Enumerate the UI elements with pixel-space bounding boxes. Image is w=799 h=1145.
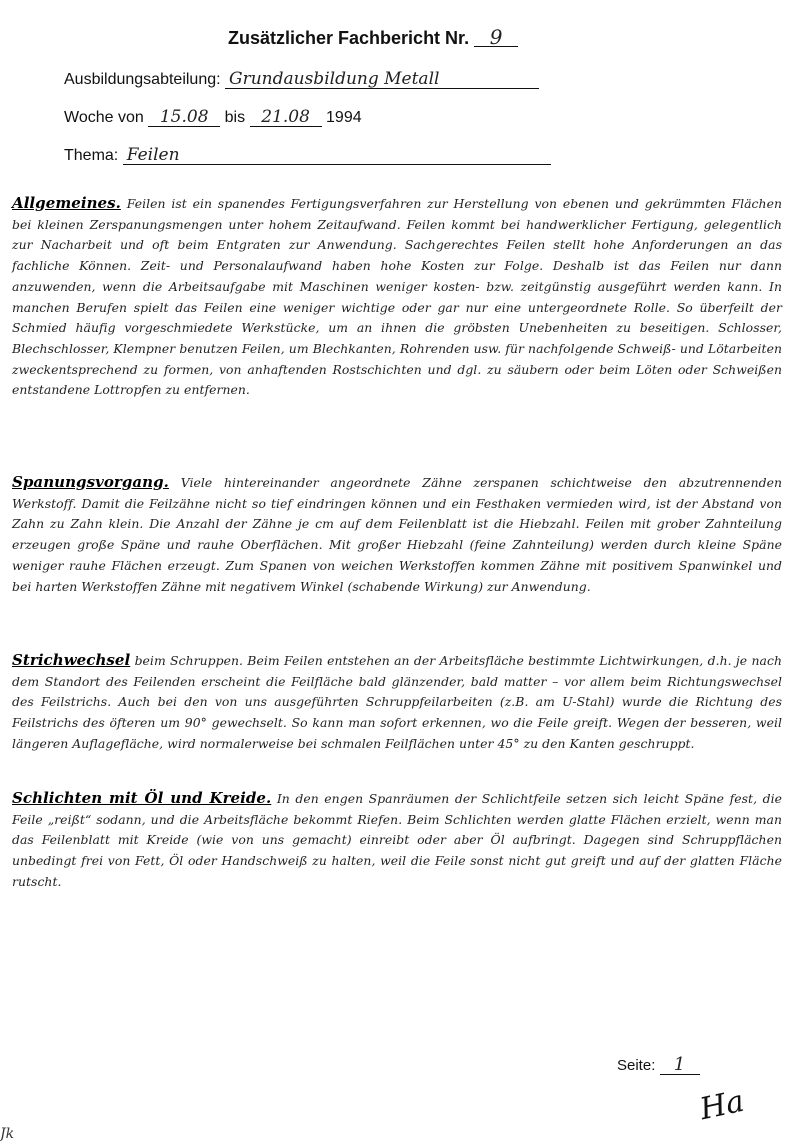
section-heading: Strichwechsel <box>12 651 131 669</box>
section-allgemeines <box>12 193 782 401</box>
section-text: Feilen ist ein spanendes Fertigungsverfahren zur Herstellung von ebenen und gekrümmten Flächen bei kleinen Zerspanungsmengen unter hohem Zeitaufwand. Feilen kommt bei handwerklicher Fertigung, gelegentlich zur Nacharbeit und oft beim Entgraten zur Anwendung. Sachgerechtes Feilen stellt hohe Anforderungen an das fachliche Können. Zeit- und Personalaufwand haben hohe Kosten zur Folge. Deshalb ist das Feilen nur dann anzuwenden, wenn die Arbeitsaufgabe mit Maschinen weniger kosten- bzw. zeitgünstig ausgeführt werden kann. In manchen Berufen spielt das Feilen eine weniger wichtige oder gar nur eine untergeordnete Rolle. So überfeilt der Schmied häufig vorgeschmiedete Werkstücke, um an ihnen die gröbsten Unebenheiten zu beseitigen. Schlosser, Blechschlosser, Klempner benutzen Feilen, um Blechkanten, Rohrenden usw. für nachfolgende Schweiß- und Lötarbeiten zweckentsprechend zu formen, von anhaftenden Rostschichten und dgl. zu säubern oder beim Löten oder Schweißen entstandene Lottropfen zu entfernen. <box>12 196 782 398</box>
page-number: 1 <box>660 1056 700 1075</box>
page-label: Seite: <box>617 1057 656 1074</box>
report-title-label: Zusätzlicher Fachbericht Nr. <box>228 28 470 48</box>
section-text: Viele hintereinander angeordnete Zähne zerspanen schichtweise den abzutrennenden Werkstoff. Damit die Feilzähne nicht so tief eindringen können und ein Festhaken vermieden wird, ist der Abstand von Zahn zu Zahn klein. Die Anzahl der Zähne je cm auf dem Feilenblatt ist die Hiebzahl. Feilen mit grober Zahnteilung erzeugen große Späne und rauhe Oberflächen. Mit großer Hiebzahl (feine Zahnteilung) werden durch kleine Späne weniger rauhe Flächen erzeugt. Zum Spanen von weichen Werkstoffen kommen Zähne mit positivem Spanwinkel und bei harten Werkstoffen Zähne mit negativem Winkel (schabende Wirkung) zur Anwendung. <box>12 475 782 594</box>
department-value: Grundausbildung Metall <box>225 70 539 89</box>
week-to-label: bis <box>224 109 246 126</box>
section-heading: Schlichten mit Öl und Kreide. <box>12 789 272 807</box>
section-spanungsvorgang <box>12 472 782 597</box>
topic-row <box>64 146 551 165</box>
signature: Ha <box>696 1083 748 1128</box>
report-number: 9 <box>474 28 518 47</box>
section-strichwechsel <box>12 650 782 755</box>
corner-mark: Jk <box>0 1126 15 1142</box>
department-row <box>64 70 539 89</box>
page-indicator <box>617 1056 700 1075</box>
report-title <box>228 25 518 49</box>
department-label: Ausbildungsabteilung: <box>64 71 221 88</box>
week-from: 15.08 <box>148 108 220 127</box>
topic-value: Feilen <box>123 146 551 165</box>
week-label: Woche von <box>64 109 144 126</box>
section-text: beim Schruppen. Beim Feilen entstehen an der Arbeitsfläche bestimmte Lichtwirkungen, d.h. je nach dem Standort des Feilenden erscheint die Feilfläche bald glänzender, bald matter – vor allem beim Richtungswechsel des Feilstrichs. Auch bei den von uns ausgeführten Schruppfeilarbeiten (z.B. am U-Stahl) wurde die Richtung des Feilstrichs des öfteren um 90° gewechselt. So kann man sofort erkennen, wo die Feile greift. Wegen der besseren, weil längeren Auflagefläche, wird normalerweise bei schmalen Feilflächen unter 45° zu den Kanten geschruppt. <box>12 653 782 751</box>
section-heading: Spanungsvorgang. <box>12 473 169 491</box>
section-heading: Allgemeines. <box>12 194 121 212</box>
section-text: In den engen Spanräumen der Schlichtfeile setzen sich leicht Späne fest, die Feile „reißt“ sodann, und die Arbeitsfläche bekommt Riefen. Beim Schlichten werden glatte Flächen erzielt, wenn man das Feilenblatt mit Kreide (wie von uns gemacht) einreibt oder aber Öl aufbringt. Dagegen sind Schruppflächen unbedingt frei von Fett, Öl oder Handschweiß zu halten, weil die Feile sonst nicht gut greift und auf der glatten Fläche rutscht. <box>12 791 782 889</box>
year: 1994 <box>326 109 362 126</box>
week-row <box>64 108 362 127</box>
topic-label: Thema: <box>64 147 119 164</box>
week-to: 21.08 <box>250 108 322 127</box>
section-schlichten <box>12 788 782 893</box>
